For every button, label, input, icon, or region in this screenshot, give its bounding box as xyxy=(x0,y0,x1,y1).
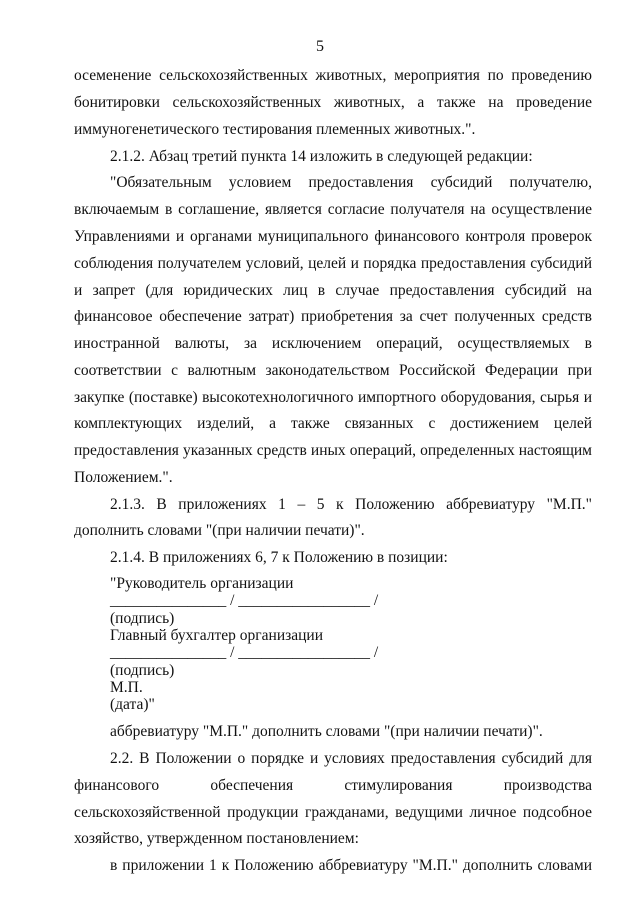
paragraph-line: осеменение сельскохозяйственных животных, мероприятия по проведению xyxy=(74,67,592,84)
signature-block-line: Главный бухгалтер организации xyxy=(110,627,324,644)
paragraph-line: соблюдения получателем условий, целей и порядка предоставления субсидий xyxy=(74,255,592,272)
page-number: 5 xyxy=(316,38,324,55)
paragraph-line: хозяйство, утвержденном постановлением: xyxy=(74,830,359,847)
paragraph-line: Управлениями и органами муниципального финансового контроля проверок xyxy=(74,228,592,245)
paragraph-line: 2.1.3. В приложениях 1 – 5 к Положению аббревиатуру "М.П." xyxy=(110,496,592,513)
paragraph-line: 2.1.2. Абзац третий пункта 14 изложить в следующей редакции: xyxy=(110,148,533,165)
paragraph-line: бонитировки сельскохозяйственных животных, а также на проведение xyxy=(74,94,592,111)
paragraph-line: соответствии с валютным законодательством Российской Федерации при xyxy=(74,362,592,379)
signature-block-line: (подпись) xyxy=(110,610,175,627)
paragraph-line: иностранной валюты, за исключением операций, осуществляемых в xyxy=(74,335,592,352)
paragraph-line: и запрет (для юридических лиц в случае предоставления субсидий на xyxy=(74,282,592,299)
paragraph-line: "Обязательным условием предоставления субсидий получателю, xyxy=(110,174,592,191)
signature-block-line: (дата)" xyxy=(110,696,155,713)
paragraph-line: включаемым в соглашение, является согласие получателя на осуществление xyxy=(74,201,592,218)
paragraph-line: предоставления указанных средств иных операций, определенных настоящим xyxy=(74,442,592,459)
paragraph-line: финансового обеспечения стимулирования производства xyxy=(74,777,592,794)
signature-underline: _______________ / _________________ / xyxy=(110,592,379,609)
paragraph-line: закупке (поставке) высокотехнологичного импортного оборудования, сырья и xyxy=(74,389,592,406)
paragraph-line: комплектующих изделий, а также связанных с достижением целей xyxy=(74,415,592,432)
paragraph-line: дополнить словами "(при наличии печати)". xyxy=(74,522,365,539)
signature-underline: _______________ / _________________ / xyxy=(110,644,379,661)
paragraph-line: Положением.". xyxy=(74,469,173,486)
paragraph-line: аббревиатуру "М.П." дополнить словами "(при наличии печати)". xyxy=(110,723,543,740)
paragraph-line: финансовое обеспечение затрат) приобретения за счет полученных средств xyxy=(74,308,592,325)
signature-block-line: (подпись) xyxy=(110,662,175,679)
paragraph-line: иммуногенетического тестирования племенных животных.". xyxy=(74,121,476,138)
paragraph-line: в приложении 1 к Положению аббревиатуру "М.П." дополнить словами xyxy=(110,857,592,874)
signature-block-line: "Руководитель организации xyxy=(110,575,294,592)
paragraph-line: сельскохозяйственной продукции гражданами, ведущими личное подсобное xyxy=(74,804,592,821)
signature-block-line: М.П. xyxy=(110,679,143,696)
paragraph-line: 2.1.4. В приложениях 6, 7 к Положению в позиции: xyxy=(110,549,448,566)
paragraph-line: 2.2. В Положении о порядке и условиях предоставления субсидий для xyxy=(110,750,592,767)
